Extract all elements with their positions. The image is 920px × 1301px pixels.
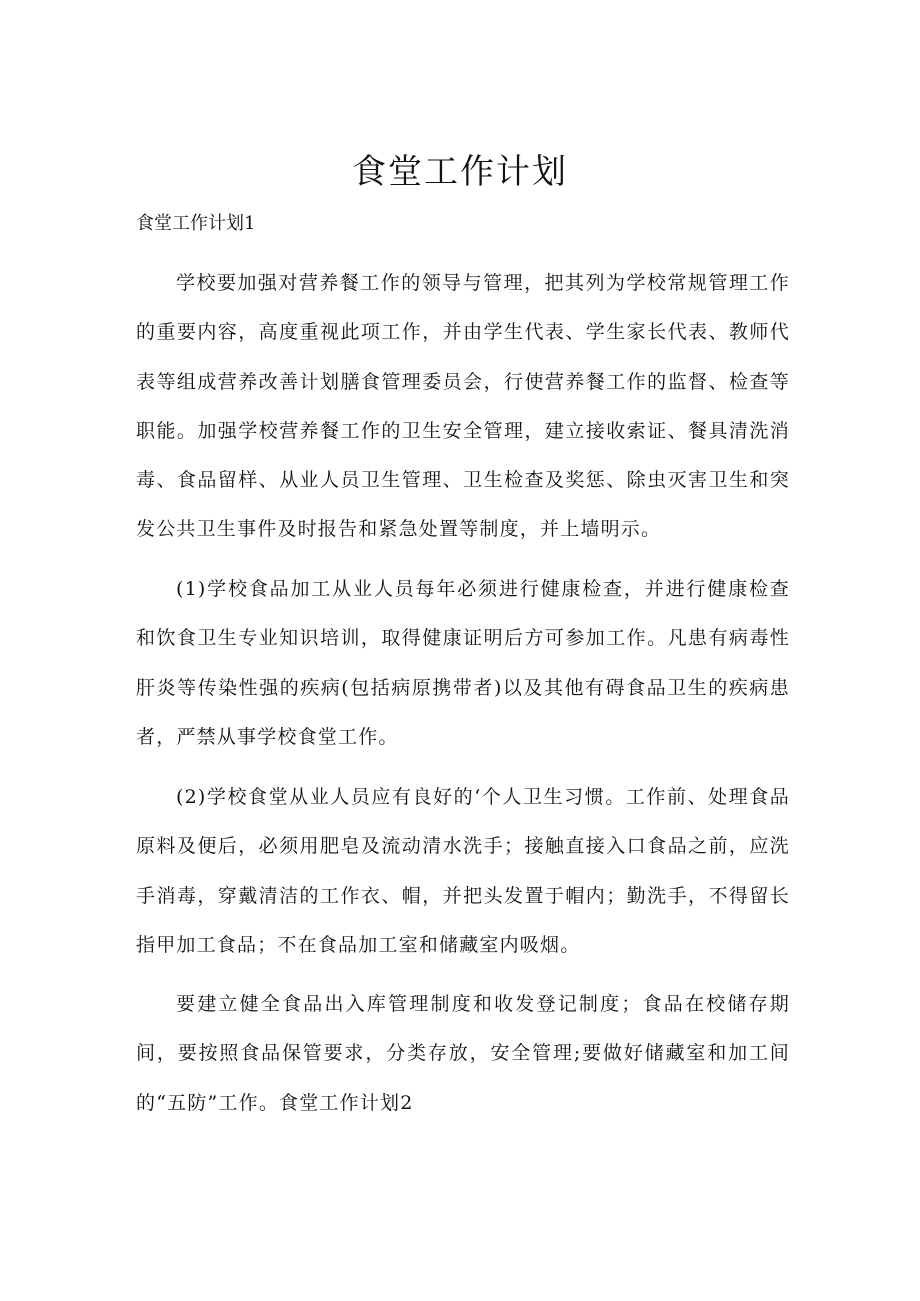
section-heading: 食堂工作计划1 — [136, 213, 256, 234]
paragraph-2: (1)学校食品加工从业人员每年必须进行健康检查，并进行健康检查和饮食卫生专业知识培训，取得健康证明后方可参加工作。凡患有病毒性肝炎等传染性强的疾病(包括病原携带者)以及其他有碍食品卫生的疾病患者，严禁从事学校食堂工作。 — [136, 578, 790, 748]
paragraph-1: 学校要加强对营养餐工作的领导与管理，把其列为学校常规管理工作的重要内容，高度重视此项工作，并由学生代表、学生家长代表、教师代表等组成营养改善计划膳食管理委员会，行使营养餐工作的监督、检查等职能。加强学校营养餐工作的卫生安全管理，建立接收索证、餐具清洗消毒、食品留样、从业人员卫生管理、卫生检查及奖惩、除虫灭害卫生和突发公共卫生事件及时报告和紧急处置等制度，并上墙明示。 — [136, 272, 790, 541]
document-title: 食堂工作计划 — [352, 152, 568, 192]
paragraph-3: (2)学校食堂从业人员应有良好的‘个人卫生习惯。工作前、处理食品原料及便后，必须用肥皂及流动清水洗手；接触直接入口食品之前，应洗手消毒，穿戴清洁的工作衣、帽，并把头发置于帽内；勤洗手，不得留长指甲加工食品；不在食品加工室和储藏室内吸烟。 — [136, 786, 790, 956]
paragraph-4: 要建立健全食品出入库管理制度和收发登记制度；食品在校储存期间，要按照食品保管要求，分类存放，安全管理;要做好储藏室和加工间的“五防”工作。食堂工作计划2 — [136, 993, 790, 1114]
